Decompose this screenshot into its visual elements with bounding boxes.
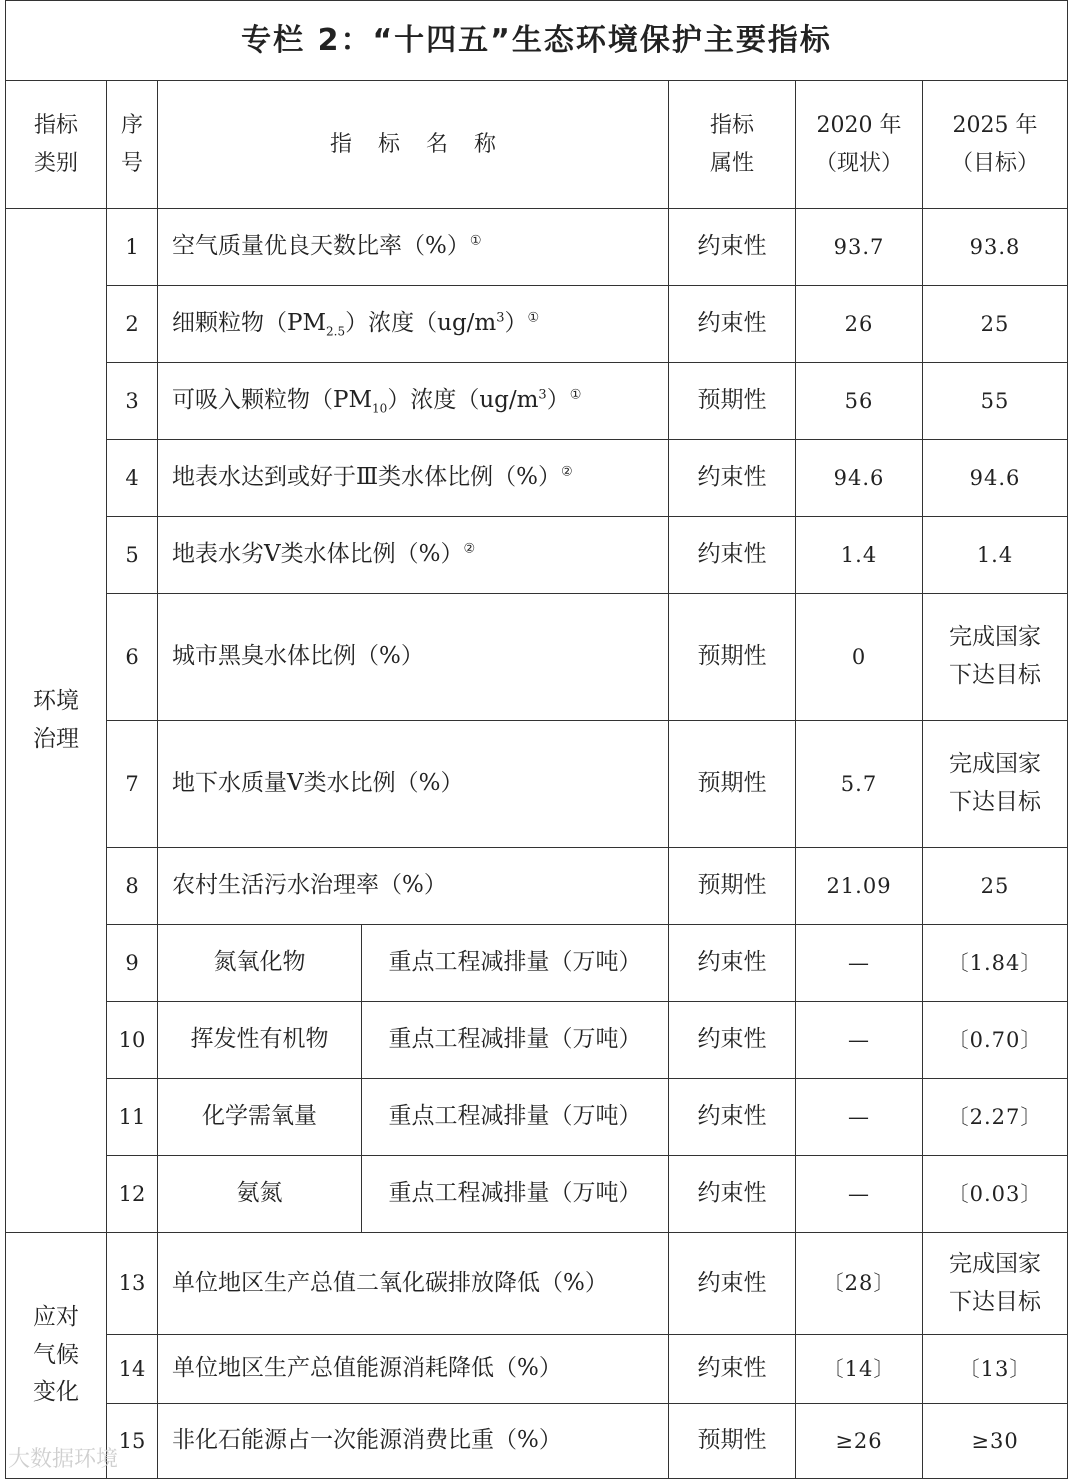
indicator-table: [5, 0, 1068, 1479]
row-metric: 重点工程减排量（万吨）: [362, 1002, 669, 1079]
row-name: 地下水质量Ⅴ类水比例（%）: [158, 721, 669, 848]
row-pollutant: 化学需氧量: [158, 1079, 362, 1156]
row-pollutant: 氮氧化物: [158, 925, 362, 1002]
watermark: 大数据环境: [8, 1447, 119, 1472]
header-2020: 2020 年 （现状）: [796, 81, 923, 209]
row-2025: 94.6: [923, 440, 1068, 517]
row-pollutant: 氨氮: [158, 1156, 362, 1233]
header-2025: 2025 年 （目标）: [923, 81, 1068, 209]
row-2025: 〔2.27〕: [923, 1079, 1068, 1156]
row-seq: 4: [107, 440, 158, 517]
row-2020: 0: [796, 594, 923, 721]
row-attr: 约束性: [669, 1079, 796, 1156]
row-seq: 1: [107, 209, 158, 286]
row-2020: 26: [796, 286, 923, 363]
row-2020: ≥26: [796, 1404, 923, 1479]
category-env: 环境 治理: [6, 209, 107, 1233]
row-2025: 完成国家 下达目标: [923, 1233, 1068, 1335]
row-2025: 〔0.03〕: [923, 1156, 1068, 1233]
row-attr: 预期性: [669, 363, 796, 440]
row-attr: 约束性: [669, 286, 796, 363]
row-2020: 5.7: [796, 721, 923, 848]
row-attr: 约束性: [669, 1002, 796, 1079]
row-seq: 10: [107, 1002, 158, 1079]
row-seq: 13: [107, 1233, 158, 1335]
row-attr: 约束性: [669, 517, 796, 594]
row-attr: 预期性: [669, 594, 796, 721]
row-2020: 〔14〕: [796, 1335, 923, 1404]
row-attr: 约束性: [669, 925, 796, 1002]
row-2025: 〔0.70〕: [923, 1002, 1068, 1079]
row-seq: 14: [107, 1335, 158, 1404]
row-seq: 8: [107, 848, 158, 925]
row-2020: —: [796, 1156, 923, 1233]
table-title: 专栏 2：“十四五”生态环境保护主要指标: [6, 1, 1068, 81]
row-attr: 预期性: [669, 848, 796, 925]
row-2025: 25: [923, 286, 1068, 363]
row-attr: 约束性: [669, 1156, 796, 1233]
row-2025: 〔1.84〕: [923, 925, 1068, 1002]
row-name: 地表水劣Ⅴ类水体比例（%）②: [158, 517, 669, 594]
row-seq: 11: [107, 1079, 158, 1156]
row-2020: 〔28〕: [796, 1233, 923, 1335]
row-attr: 预期性: [669, 721, 796, 848]
row-metric: 重点工程减排量（万吨）: [362, 925, 669, 1002]
row-2020: 1.4: [796, 517, 923, 594]
row-name: 细颗粒物$(PM_{2.5})$浓度$(ug/m^3)^①$: [158, 286, 669, 363]
row-2025: ≥30: [923, 1404, 1068, 1479]
row-name: 单位地区生产总值能源消耗降低（%）: [158, 1335, 669, 1404]
row-attr: 约束性: [669, 440, 796, 517]
row-seq: 9: [107, 925, 158, 1002]
row-attr: 预期性: [669, 1404, 796, 1479]
row-2020: —: [796, 1002, 923, 1079]
row-name: 地表水达到或好于Ⅲ类水体比例（%）②: [158, 440, 669, 517]
row-2025: 完成国家 下达目标: [923, 594, 1068, 721]
row-2025: 25: [923, 848, 1068, 925]
row-2020: 93.7: [796, 209, 923, 286]
row-2020: 21.09: [796, 848, 923, 925]
category-climate: 应对 气候 变化: [6, 1233, 107, 1479]
row-2020: 56: [796, 363, 923, 440]
row-name: 可吸入颗粒物$(PM_{10})$浓度$(ug/m^3)^①$: [158, 363, 669, 440]
row-2025: 1.4: [923, 517, 1068, 594]
row-attr: 约束性: [669, 1233, 796, 1335]
row-seq: 2: [107, 286, 158, 363]
row-pollutant: 挥发性有机物: [158, 1002, 362, 1079]
row-name: 空气质量优良天数比率（%）①: [158, 209, 669, 286]
row-seq: 3: [107, 363, 158, 440]
row-2025: 完成国家 下达目标: [923, 721, 1068, 848]
header-attr: 指标 属性: [669, 81, 796, 209]
row-attr: 约束性: [669, 209, 796, 286]
row-name: 农村生活污水治理率（%）: [158, 848, 669, 925]
row-seq: 5: [107, 517, 158, 594]
row-seq: 12: [107, 1156, 158, 1233]
row-seq: 6: [107, 594, 158, 721]
row-2025: 93.8: [923, 209, 1068, 286]
row-2020: —: [796, 1079, 923, 1156]
row-attr: 约束性: [669, 1335, 796, 1404]
row-2020: 94.6: [796, 440, 923, 517]
row-2025: 〔13〕: [923, 1335, 1068, 1404]
row-name: 城市黑臭水体比例（%）: [158, 594, 669, 721]
row-seq: 15: [107, 1404, 158, 1479]
row-metric: 重点工程减排量（万吨）: [362, 1156, 669, 1233]
row-name: 单位地区生产总值二氧化碳排放降低（%）: [158, 1233, 669, 1335]
header-seq: 序 号: [107, 81, 158, 209]
row-metric: 重点工程减排量（万吨）: [362, 1079, 669, 1156]
row-name: 非化石能源占一次能源消费比重（%）: [158, 1404, 669, 1479]
header-category: 指标 类别: [6, 81, 107, 209]
header-name: 指标名称: [158, 81, 669, 209]
row-2020: —: [796, 925, 923, 1002]
row-2025: 55: [923, 363, 1068, 440]
row-seq: 7: [107, 721, 158, 848]
